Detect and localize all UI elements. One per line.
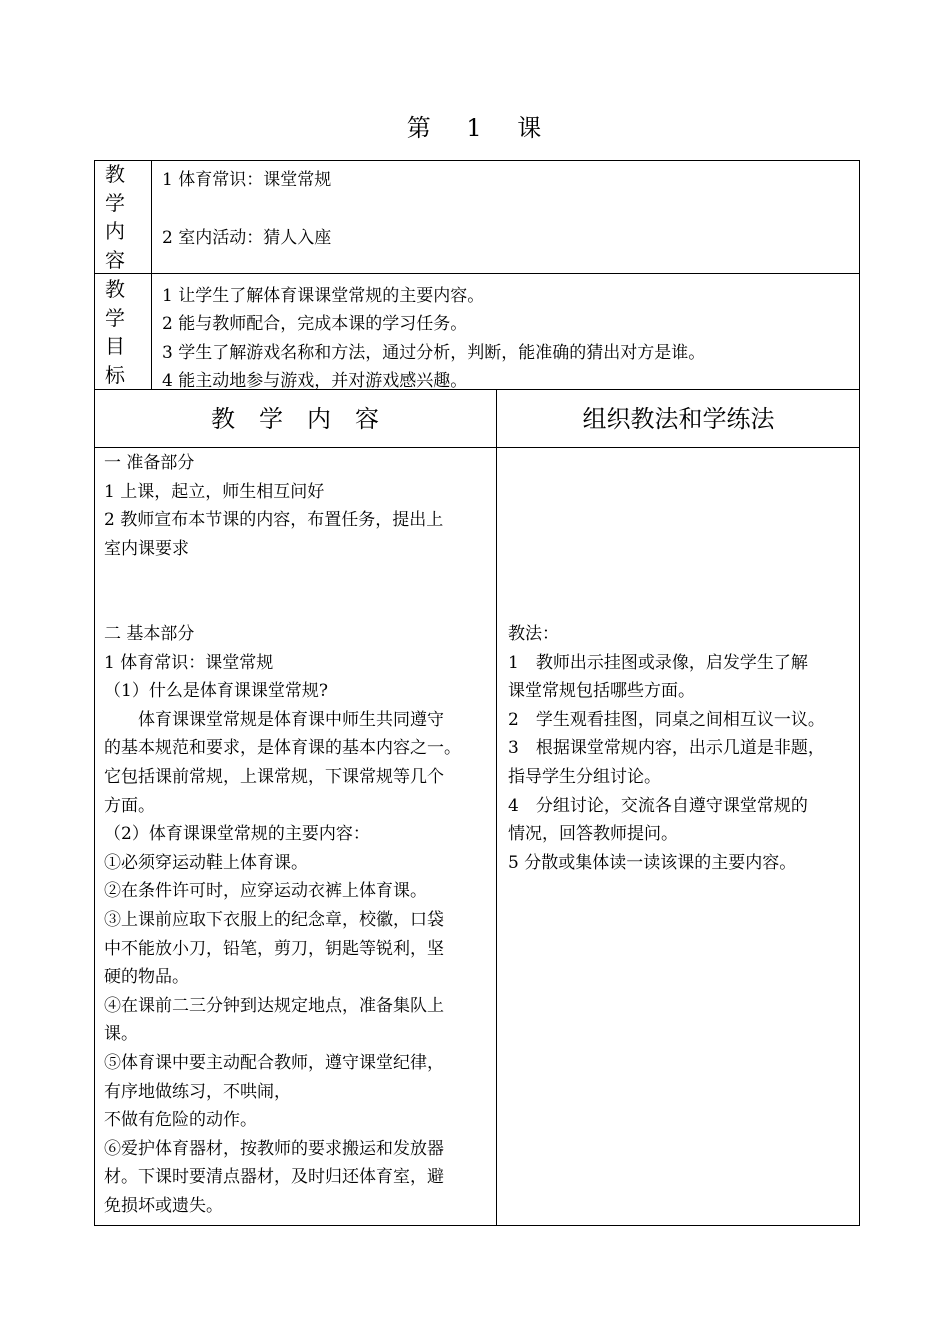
goal-item: 2 能与教师配合，完成本课的学习任务。 <box>162 314 468 334</box>
text-line: 室内课要求 <box>104 538 189 559</box>
text-line: ⑥爱护体育器材，按教师的要求搬运和发放器 <box>104 1138 444 1159</box>
goal-item: 1 让学生了解体育课课堂常规的主要内容。 <box>162 286 485 306</box>
table-rule <box>94 447 860 448</box>
text-line: 4 分组讨论，交流各自遵守课堂常规的 <box>508 795 808 816</box>
page-title <box>0 108 950 143</box>
teaching-methods <box>508 620 825 877</box>
header-organization-method: 组织教法和学练法 <box>582 405 775 433</box>
column-divider <box>496 389 497 1226</box>
content-item: 2 室内活动：猜人入座 <box>162 228 332 248</box>
text-line: 3 根据课堂常规内容，出示几道是非题， <box>508 738 825 759</box>
text-line: 指导学生分组讨论。 <box>508 766 661 787</box>
preparation-part <box>104 449 443 563</box>
text-line: 教法： <box>508 624 559 644</box>
text-line: 有序地做练习，不哄闹， <box>104 1081 291 1102</box>
text-line: ①必须穿运动鞋上体育课。 <box>104 852 308 873</box>
text-line: 方面。 <box>104 795 155 816</box>
text-line: ⑤体育课中要主动配合教师，遵守课堂纪律， <box>104 1052 444 1073</box>
text-line: ④在课前二三分钟到达规定地点，准备集队上 <box>104 995 444 1016</box>
text-line: 中不能放小刀，铅笔，剪刀，钥匙等锐利，坚 <box>104 938 444 959</box>
text-line: 情况，回答教师提问。 <box>508 824 678 845</box>
text-line: 硬的物品。 <box>104 967 189 988</box>
text-line: 不做有危险的动作。 <box>104 1110 257 1131</box>
text-line: ②在条件许可时，应穿运动衣裤上体育课。 <box>104 881 427 902</box>
table-rule <box>94 273 860 274</box>
text-line: 5 分散或集体读一读该课的主要内容。 <box>508 852 797 873</box>
text-line: 课。 <box>104 1024 138 1045</box>
text-line: 课堂常规包括哪些方面。 <box>508 681 695 702</box>
text-line: 2 学生观看挂图，同桌之间相互议一议。 <box>508 709 825 730</box>
text-line: 材。下课时要清点器材，及时归还体育室，避 <box>104 1167 444 1188</box>
basic-part <box>104 620 461 1220</box>
text-line: 一 准备部分 <box>104 453 195 473</box>
section-label-content: 教 学 内 容 <box>105 162 125 272</box>
text-line: （2）体育课课堂常规的主要内容： <box>104 824 370 845</box>
text-line: 免损坏或遗失。 <box>104 1195 223 1216</box>
text-line: 的基本规范和要求，是体育课的基本内容之一。 <box>104 738 461 759</box>
text-line: 2 教师宣布本节课的内容，布置任务，提出上 <box>104 510 444 531</box>
title-lesson-number: 1 <box>466 114 484 142</box>
text-line: 1 上课，起立，师生相互问好 <box>104 481 325 502</box>
goal-item: 4 能主动地参与游戏，并对游戏感兴趣。 <box>162 371 468 391</box>
text-line: ③上课前应取下衣服上的纪念章，校徽，口袋 <box>104 909 444 930</box>
text-line: 二 基本部分 <box>104 624 195 644</box>
text-line: 它包括课前常规，上课常规，下课常规等几个 <box>104 766 444 787</box>
header-teaching-content: 教 学 内 容 <box>211 405 379 433</box>
content-item: 1 体育常识：课堂常规 <box>162 170 332 190</box>
title-part-1: 第 <box>406 114 433 142</box>
goal-item: 3 学生了解游戏名称和方法，通过分析，判断，能准确的猜出对方是谁。 <box>162 343 706 363</box>
text-line: 体育课课堂常规是体育课中师生共同遵守 <box>104 709 444 730</box>
section-label-goals: 教 学 目 标 <box>105 277 125 387</box>
text-line: （1）什么是体育课课堂常规? <box>104 681 328 702</box>
label-divider <box>151 160 152 390</box>
text-line: 1 教师出示挂图或录像，启发学生了解 <box>508 652 808 673</box>
text-line: 1 体育常识：课堂常规 <box>104 652 274 673</box>
title-part-3: 课 <box>517 114 544 142</box>
